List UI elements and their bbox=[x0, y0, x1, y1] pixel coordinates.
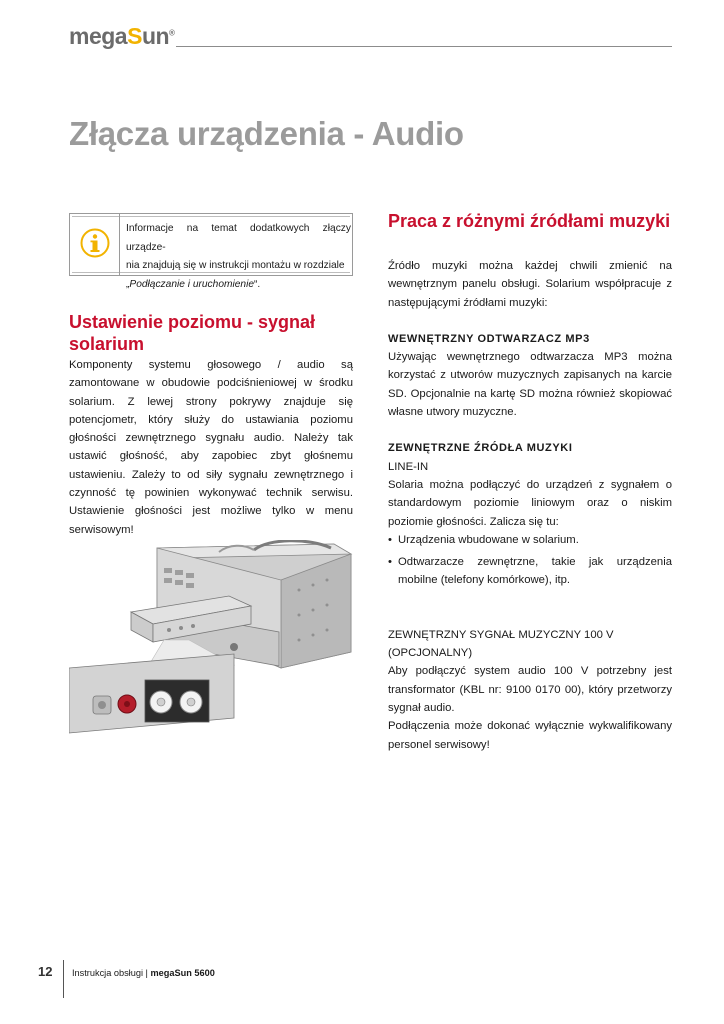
section-body-music-sources bbox=[388, 257, 672, 754]
subheading-external-sources: ZEWNĘTRZNE ŹRÓDŁA MUZYKI bbox=[388, 442, 573, 455]
subheading-100v: ZEWNĘTRZNY SYGNAŁ MUZYCZNY 100 V bbox=[388, 628, 614, 641]
subheading-mp3: WEWNĘTRZNY ODTWARZACZ MP3 bbox=[388, 332, 590, 345]
list-item: • Odtwarzacze zewnętrzne, takie jak urządzenia mobilne (telefony komórkowe), itp. bbox=[388, 553, 672, 590]
device-audio-panel-illustration bbox=[69, 540, 354, 745]
service-note: Podłączenia może dokonać wyłącznie wykwalifikowany personel serwisowy! bbox=[388, 720, 672, 751]
section-heading-level: Ustawienie poziomu - sygnał solarium bbox=[69, 312, 316, 354]
info-box bbox=[69, 213, 353, 290]
info-icon bbox=[80, 228, 110, 258]
info-line: „Podłączanie i uruchomienie“. bbox=[126, 278, 261, 290]
footer-rule bbox=[63, 960, 64, 998]
line-in-label: LINE-IN bbox=[388, 460, 429, 473]
100v-paragraph: Aby podłączyć system audio 100 V potrzebny jest transformator (KBL nr: 9100 0170 00), który przetworzy sygnał audio. bbox=[388, 665, 672, 714]
page-number: 12 bbox=[38, 964, 53, 979]
footer-model: megaSun 5600 bbox=[150, 968, 215, 978]
mp3-paragraph: Używając wewnętrznego odtwarzacza MP3 można korzystać z utworów muzycznych zapisanych na karcie SD. Opcjonalnie na kartę SD można również skopiować własne utwory muzyczne. bbox=[388, 351, 672, 419]
page-title: Złącza urządzenia - Audio bbox=[69, 115, 464, 152]
info-line: nia znajdują się w instrukcji montażu w rozdziale bbox=[126, 260, 345, 271]
list-item: • Urządzenia wbudowane w solarium. bbox=[388, 531, 672, 549]
info-icon-cell bbox=[70, 214, 120, 275]
footer-doc-title: Instrukcja obsługi | megaSun 5600 bbox=[72, 968, 215, 978]
header-rule bbox=[176, 46, 672, 47]
info-text bbox=[126, 220, 351, 294]
section-body-level: Komponenty systemu głosowego / audio są zamontowane w obudowie podciśnieniowej w środku solarium. Z lewej strony pokrywy znajduje się potencjometr, który służy do ustawiania poziomu głośności zewnętrznego sygnału audio. Należy tak ustawić głośność, aby zapobiec zbyt głośnemu ustawieniu. Zależy to od siły sygnału zewnętrznego i czynność tę powinien wykonywać technik serwisu. Ustawienie głośności jest możliwe tylko w menu serwisowym! bbox=[69, 359, 353, 536]
info-chapter-reference: Podłączanie i uruchomienie bbox=[129, 278, 254, 290]
bullet-icon: • bbox=[388, 556, 392, 569]
bullet-icon: • bbox=[388, 533, 392, 546]
optional-label: (OPCJONALNY) bbox=[388, 647, 473, 660]
intro-paragraph: Źródło muzyki można każdej chwili zmienić na wewnętrznym panelu obsługi. Solarium współpracuje z następującymi źródłami muzyki: bbox=[388, 260, 672, 309]
external-paragraph: Solaria można podłączyć do urządzeń z sygnałem o standardowym poziomie liniowym oraz o niskim poziomie głośności. Zalicza się tu: bbox=[388, 478, 672, 528]
info-line: Informacje na temat dodatkowych złączy urządze- bbox=[126, 223, 351, 253]
section-heading-music-sources: Praca z różnymi źródłami muzyki bbox=[388, 211, 671, 231]
brand-logo: megaSun® bbox=[69, 23, 175, 49]
